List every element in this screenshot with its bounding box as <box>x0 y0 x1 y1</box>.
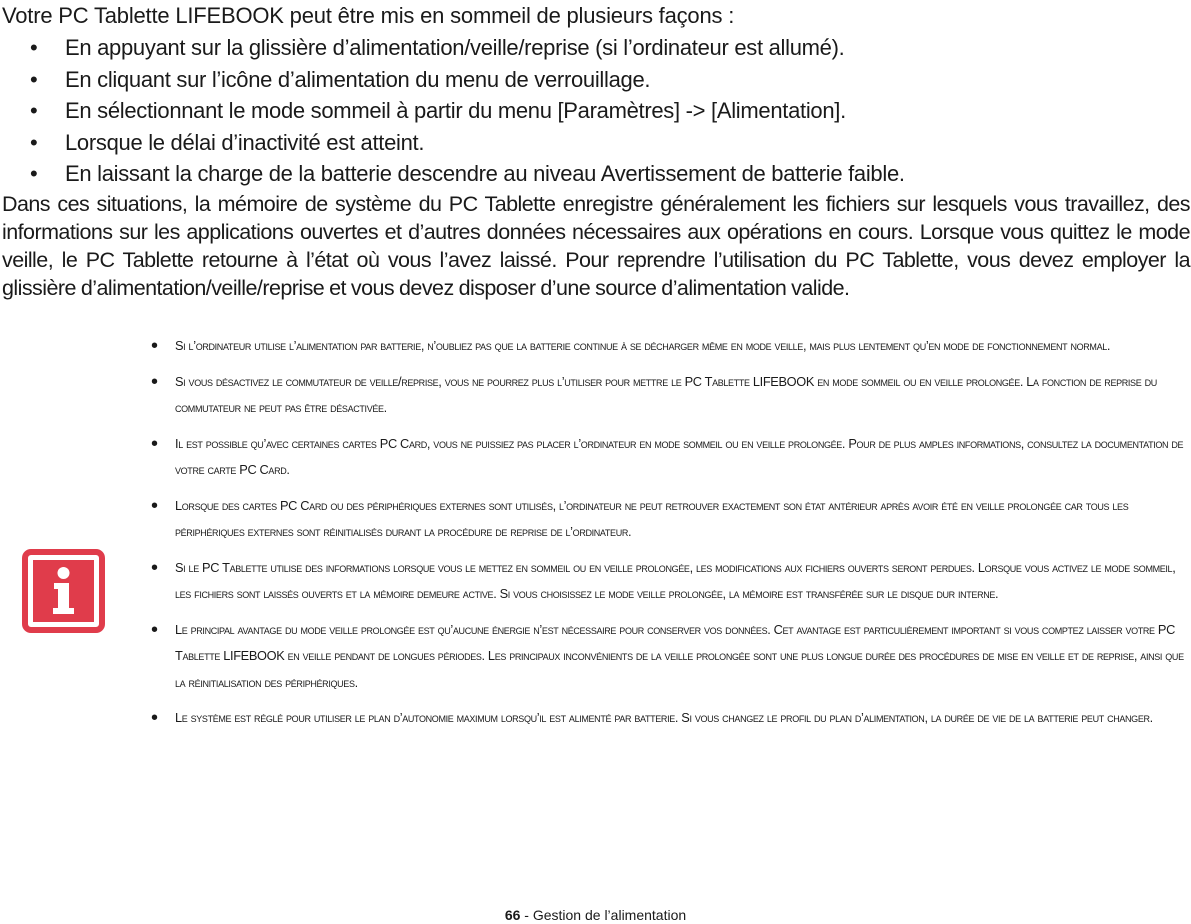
intro-text: Votre PC Tablette LIFEBOOK peut être mis en sommeil de plusieurs façons : <box>2 3 735 28</box>
note-item <box>151 617 1186 697</box>
list-item <box>30 64 905 96</box>
note-text: Si vous désactivez le commutateur de veille/reprise, vous ne pourrez plus l’utiliser pour mettre le PC Tablette LIFEBOOK en mode sommeil ou en veille prolongée. La fonction de reprise du commutateur ne peut pas être désactivée. <box>175 373 1157 415</box>
note-item <box>151 555 1186 608</box>
bullet-icon: • <box>151 707 158 729</box>
bullet-icon: • <box>30 161 38 186</box>
bullet-icon: • <box>151 335 158 357</box>
note-item <box>151 705 1186 732</box>
note-text: Si l’ordinateur utilise l’alimentation par batterie, n’oubliez pas que la batterie continue à se décharger même en mode veille, mais plus lentement qu’en mode de fonctionnement normal. <box>175 338 1111 353</box>
list-item-text: En sélectionnant le mode sommeil à partir du menu [Paramètres] -> [Alimentation]. <box>65 98 846 123</box>
sleep-methods-list <box>30 32 905 190</box>
bullet-icon: • <box>151 556 158 579</box>
list-item <box>30 158 905 190</box>
list-item-text: En cliquant sur l’icône d’alimentation du menu de verrouillage. <box>65 66 651 92</box>
section-title: - Gestion de l’alimentation <box>520 907 687 923</box>
note-text: Il est possible qu’avec certaines cartes PC Card, vous ne puissiez pas placer l’ordinateur en mode sommeil ou en veille prolongée. Pour de plus amples informations, consultez la documentation de votre carte PC Card. <box>175 435 1184 477</box>
note-item <box>151 493 1186 546</box>
list-item-text: En appuyant sur la glissière d’alimentation/veille/reprise (si l’ordinateur est allumé). <box>65 35 845 60</box>
note-text: Le principal avantage du mode veille prolongée est qu’aucune énergie n’est nécessaire pour conserver vos données. Cet avantage est particulièrement important si vous comptez laisser votre PC Tablette LIFEBOOK en veille pendant de longues périodes. Les principaux inconvénients de la veille prolongée sont une plus longue durée des procédures de mise en veille et de reprise, ainsi que la réinitialisation des périphériques. <box>175 621 1184 690</box>
bullet-icon: • <box>151 494 158 517</box>
list-item-text: Lorsque le délai d’inactivité est atteint. <box>65 129 425 155</box>
note-text: Si le PC Tablette utilise des informations lorsque vous le mettez en sommeil ou en veille prolongée, les modifications aux fichiers ouverts seront perdues. Lorsque vous activez le mode sommeil, les fichiers sont laissés ouverts et la mémoire demeure active. Si vous choisissez le mode veille prolongée, la mémoire est transférée sur le disque dur interne. <box>175 559 1176 601</box>
bullet-icon: • <box>30 35 38 60</box>
bullet-icon: • <box>151 618 158 641</box>
bullet-icon: • <box>151 432 158 455</box>
page-number: 66 <box>504 907 521 923</box>
notes-list <box>151 333 1186 741</box>
body-paragraph: Dans ces situations, la mémoire de système du PC Tablette enregistre généralement les fichiers sur lesquels vous travaillez, des informations sur les applications ouvertes et d’autres données nécessaires aux opérations en cours. Lorsque vous quittez le mode veille, le PC Tablette retourne à l’état où vous l’avez laissé. Pour reprendre l’utilisation du PC Tablette, vous devez employer la glissière d’alimentation/veille/reprise et vous devez disposer d’une source d’alimentation valide. <box>2 192 1190 300</box>
note-text: Lorsque des cartes PC Card ou des périphériques externes sont utilisés, l’ordinateur ne peut retrouver exactement son état antérieur après avoir été en veille prolongée car tous les périphériques externes sont réinitialisés durant la procédure de reprise de l’ordinateur. <box>175 497 1129 539</box>
page-footer <box>0 906 1191 924</box>
note-item <box>151 369 1186 422</box>
bullet-icon: • <box>30 129 38 155</box>
bullet-icon: • <box>151 370 158 393</box>
bullet-icon: • <box>30 98 38 123</box>
note-text: Le système est réglé pour utiliser le plan d’autonomie maximum lorsqu’il est alimenté par batterie. Si vous changez le profil du plan d’alimentation, la durée de vie de la batterie peut changer. <box>175 710 1153 725</box>
note-item <box>151 431 1186 484</box>
list-item <box>30 32 905 64</box>
info-icon-dot <box>58 567 70 579</box>
info-icon <box>22 549 105 633</box>
list-item <box>30 95 905 127</box>
list-item-text: En laissant la charge de la batterie descendre au niveau Avertissement de batterie faible. <box>65 161 905 186</box>
note-item <box>151 333 1186 360</box>
list-item <box>30 127 905 159</box>
bullet-icon: • <box>30 66 38 92</box>
